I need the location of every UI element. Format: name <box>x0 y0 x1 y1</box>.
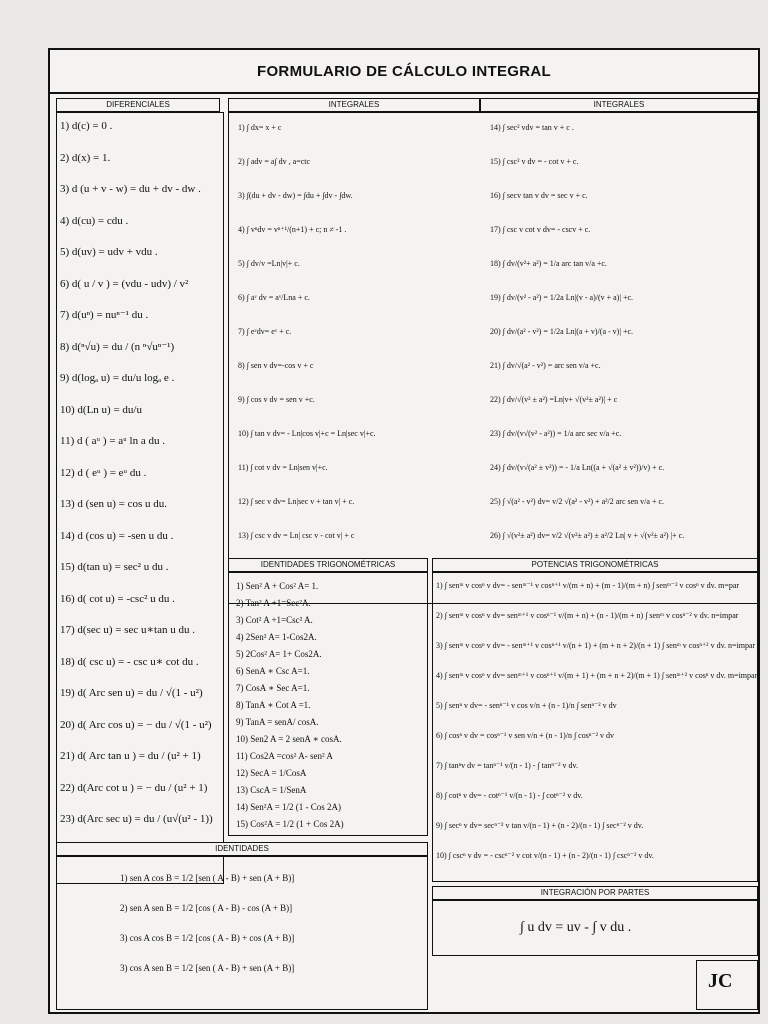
potencia-trig-1: 1) ∫ senᵐ v cosⁿ v dv= - senᵐ⁻¹ v cosⁿ⁺¹ v/(m + n) + (m - 1)/(m + n) ∫ senᵐ⁻² v cosⁿ v dv. m=par <box>436 581 740 590</box>
potencia-trig-10: 10) ∫ cscⁿ v dv = - cscⁿ⁻² v cot v/(n - 1) + (n - 2)/(n - 1) ∫ cscⁿ⁻² v dv. <box>436 851 654 860</box>
diferencial-formula-16: 16) d( cot u) = -csc² u du . <box>60 592 175 605</box>
diferencial-formula-19: 19) d( Arc sen u) = du / √(1 - u²) <box>60 687 203 699</box>
potencia-trig-3: 3) ∫ senᵐ v cosⁿ v dv= - senᵐ⁺¹ v cosⁿ⁺¹ v/(n + 1) + (m + n + 2)/(n + 1) ∫ senᵐ v cosⁿ⁺² v dv. n=impar <box>436 641 756 650</box>
potencia-trig-6: 6) ∫ cosⁿ v dv = cosⁿ⁻¹ v sen v/n + (n - 1)/n ∫ cosⁿ⁻² v dv <box>436 731 614 740</box>
header-diferenciales: DIFERENCIALES <box>56 98 220 112</box>
identidad-trig-1: 1) Sen² A + Cos² A= 1. <box>236 581 319 591</box>
diferencial-formula-11: 11) d ( aᵘ ) = aᵘ ln a du . <box>60 435 165 447</box>
diferencial-formula-6: 6) d( u / v ) = (vdu - udv) / v² <box>60 277 189 290</box>
integral-formula-a-7: 7) ∫ eᵛdv= eᵛ + c. <box>238 327 292 336</box>
identidad-trig-5: 5) 2Cos² A= 1+ Cos2A. <box>236 649 322 659</box>
integral-formula-b-4: 17) ∫ csc v cot v dv= - cscv + c. <box>490 225 591 234</box>
integral-formula-b-2: 15) ∫ csc² v dv = - cot v + c. <box>490 157 579 166</box>
diferencial-formula-7: 7) d(uⁿ) = nuⁿ⁻¹ du . <box>60 309 149 321</box>
header-integracion-por-partes: INTEGRACIÓN POR PARTES <box>432 886 758 900</box>
diferencial-formula-23: 23) d(Arc sec u) = du / (u√(u² - 1)) <box>60 813 213 825</box>
integral-formula-a-2: 2) ∫ adv = a∫ dv , a=ctc <box>238 157 311 166</box>
diferencial-formula-3: 3) d (u + v - w) = du + dv - dw . <box>60 183 201 195</box>
integral-formula-b-8: 21) ∫ dv/√(a² - v²) = arc sen v/a +c. <box>490 361 601 370</box>
header-integrales-2: INTEGRALES <box>480 98 758 112</box>
identidad-trig-2: 2) Tan² A +1=Sec²A. <box>236 598 311 608</box>
identidad-trig-15: 15) Cos²A = 1/2 (1 + Cos 2A) <box>236 819 344 829</box>
initials: JC <box>708 970 733 992</box>
title-bar <box>50 50 758 94</box>
header-integrales-1: INTEGRALES <box>228 98 480 112</box>
identidad-trig-12: 12) SecA = 1/CosA <box>236 768 307 778</box>
integral-formula-a-10: 10) ∫ tan v dv= - Ln|cos v|+c = Ln|sec v|+c. <box>238 429 376 438</box>
identidad-trig-9: 9) TanA = senA/ cosA. <box>236 717 319 727</box>
formula-sheet <box>48 48 760 1014</box>
integral-formula-a-4: 4) ∫ vⁿdv = vⁿ⁺¹/(n+1) + c; n ≠ -1 . <box>238 225 347 234</box>
identidad-producto-4: 3) cos A sen B = 1/2 [sen ( A - B) + sen (A + B)] <box>120 963 295 973</box>
header-potencias-trigonometricas: POTENCIAS TRIGONOMÉTRICAS <box>432 558 758 572</box>
integral-formula-a-11: 11) ∫ cot v dv = Ln|sen v|+c. <box>238 463 328 472</box>
header-identidades: IDENTIDADES <box>56 842 428 856</box>
diferencial-formula-10: 10) d(Ln u) = du/u <box>60 403 142 416</box>
identidad-producto-3: 3) cos A cos B = 1/2 [cos ( A - B) + cos (A + B)] <box>120 933 295 943</box>
integral-formula-a-1: 1) ∫ dx= x + c <box>238 123 282 132</box>
identidad-trig-10: 10) Sen2 A = 2 senA ∗ cosA. <box>236 734 342 744</box>
diferencial-formula-14: 14) d (cos u) = -sen u du . <box>60 529 174 542</box>
diferencial-formula-12: 12) d ( eᵘ ) = eᵘ du . <box>60 466 147 479</box>
diferencial-formula-1: 1) d(c) = 0 . <box>60 120 113 132</box>
potencia-trig-2: 2) ∫ senᵐ v cosⁿ v dv= senᵐ⁺¹ v cosⁿ⁻¹ v/(m + n) + (n - 1)/(m + n) ∫ senᵐ v cosⁿ⁻² v dv. n=impar <box>436 611 739 620</box>
identidad-producto-2: 2) sen A sen B = 1/2 [cos ( A - B) - cos (A + B)] <box>120 903 293 913</box>
integral-formula-a-3: 3) ∫(du + dv - dw) = ∫du + ∫dv - ∫dw. <box>238 191 353 200</box>
integral-formula-a-12: 12) ∫ sec v dv= Ln|sec v + tan v| + c. <box>238 497 355 506</box>
integral-formula-b-7: 20) ∫ dv/(a² - v²) = 1/2a Ln|(a + v)/(a - v)| +c. <box>490 327 634 336</box>
diferencial-formula-18: 18) d( csc u) = - csc u∗ cot du . <box>60 655 199 668</box>
integral-formula-b-12: 25) ∫ √(a² - v²) dv= v/2 √(a² - v²) + a²/2 arc sen v/a + c. <box>490 497 664 506</box>
potencia-trig-8: 8) ∫ cotⁿ v dv= - cotⁿ⁻¹ v/(n - 1) - ∫ cotⁿ⁻² v dv. <box>436 791 583 800</box>
diferencial-formula-5: 5) d(uv) = udv + vdu . <box>60 246 158 258</box>
integral-formula-b-9: 22) ∫ dv/√(v² ± a²) =Ln|v+ √(v²± a²)| + c <box>490 395 618 404</box>
integral-formula-b-10: 23) ∫ dv/(v√(v² - a²)) = 1/a arc sec v/a +c. <box>490 429 622 438</box>
potencia-trig-9: 9) ∫ secⁿ v dv= secⁿ⁻² v tan v/(n - 1) + (n - 2)/(n - 1) ∫ secⁿ⁻² v dv. <box>436 821 644 830</box>
identidad-trig-3: 3) Cot² A +1=Csc² A. <box>236 615 313 625</box>
integral-formula-b-1: 14) ∫ sec² vdv = tan v + c . <box>490 123 574 132</box>
identidad-trig-13: 13) CscA = 1/SenA <box>236 785 307 795</box>
diferencial-formula-4: 4) d(cu) = cdu . <box>60 214 129 227</box>
page-title: FORMULARIO DE CÁLCULO INTEGRAL <box>257 62 551 80</box>
diferencial-formula-21: 21) d( Arc tan u ) = du / (u² + 1) <box>60 750 201 762</box>
header-identidades-trigonometricas: IDENTIDADES TRIGONOMÉTRICAS <box>228 558 428 572</box>
identidad-trig-8: 8) TanA ∗ Cot A =1. <box>236 700 311 710</box>
identidad-trig-11: 11) Cos2A =cos² A- sen² A <box>236 751 333 761</box>
identidad-trig-7: 7) CosA ∗ Sec A=1. <box>236 683 310 693</box>
diferencial-formula-2: 2) d(x) = 1. <box>60 151 111 164</box>
integral-formula-a-6: 6) ∫ aᵛ dv = aᵛ/Lna + c. <box>238 293 310 302</box>
diferencial-formula-20: 20) d( Arc cos u) = − du / √(1 - u²) <box>60 718 212 731</box>
integral-formula-a-9: 9) ∫ cos v dv = sen v +c. <box>238 395 315 404</box>
potencia-trig-5: 5) ∫ senⁿ v dv= - senⁿ⁻¹ v cos v/n + (n - 1)/n ∫ senⁿ⁻² v dv <box>436 701 617 710</box>
diferencial-formula-9: 9) d(logₐ u) = du/u logₐ e . <box>60 372 175 384</box>
diferencial-formula-17: 17) d(sec u) = sec u∗tan u du . <box>60 624 195 636</box>
identidad-producto-1: 1) sen A cos B = 1/2 [sen ( A - B) + sen (A + B)] <box>120 873 295 883</box>
integral-formula-a-13: 13) ∫ csc v dv = Ln| csc v - cot v| + c <box>238 531 355 540</box>
diferencial-formula-22: 22) d(Arc cot u ) = − du / (u² + 1) <box>60 781 208 794</box>
integral-formula-a-5: 5) ∫ dv/v =Ln|v|+ c. <box>238 259 300 268</box>
identidad-trig-4: 4) 2Sen² A= 1-Cos2A. <box>236 632 317 642</box>
identidad-trig-6: 6) SenA ∗ Csc A=1. <box>236 666 310 676</box>
diferencial-formula-8: 8) d(ⁿ√u) = du / (n ⁿ√uⁿ⁻¹) <box>60 340 175 353</box>
integral-formula-b-5: 18) ∫ dv/(v²+ a²) = 1/a arc tan v/a +c. <box>490 259 607 268</box>
integral-formula-b-6: 19) ∫ dv/(v² - a²) = 1/2a Ln|(v - a)/(v + a)| +c. <box>490 293 634 302</box>
integral-formula-a-8: 8) ∫ sen v dv=-cos v + c <box>238 361 314 370</box>
integracion-por-partes-formula: ∫ u dv = uv - ∫ v du . <box>520 920 632 935</box>
potencia-trig-4: 4) ∫ senᵐ v cosⁿ v dv= senᵐ⁺¹ v cosⁿ⁺¹ v/(m + 1) + (m + n + 2)/(m + 1) ∫ senᵐ⁺² v cosⁿ v dv. m=impar <box>436 671 758 680</box>
integral-formula-b-3: 16) ∫ secv tan v dv = sec v + c. <box>490 191 588 200</box>
diferencial-formula-13: 13) d (sen u) = cos u du. <box>60 498 168 510</box>
diferencial-formula-15: 15) d(tan u) = sec² u du . <box>60 561 169 573</box>
integral-formula-b-13: 26) ∫ √(v²± a²) dv= v/2 √(v²± a²) ± a²/2 Ln| v + √(v²± a²) |+ c. <box>490 531 685 540</box>
identidad-trig-14: 14) Sen²A = 1/2 (1 - Cos 2A) <box>236 802 342 812</box>
potencia-trig-7: 7) ∫ tanⁿv dv = tanⁿ⁻¹ v/(n - 1) - ∫ tanⁿ⁻² v dv. <box>436 761 579 770</box>
integral-formula-b-11: 24) ∫ dv/(v√(a² ± v²)) = - 1/a Ln((a + √(a² ± v²))/v) + c. <box>490 463 665 472</box>
